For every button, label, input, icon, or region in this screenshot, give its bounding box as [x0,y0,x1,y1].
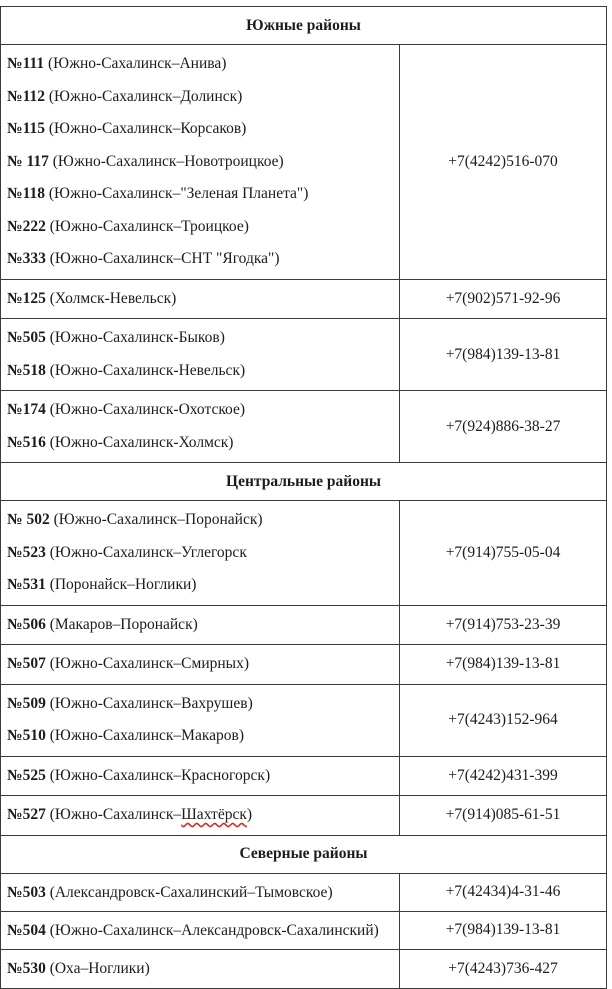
route-line [7,504,395,537]
route-line [7,720,395,753]
route-number: №504 [7,921,46,939]
routes-cell [1,279,400,319]
route-number: №118 [7,185,45,202]
route-group-row [1,645,607,685]
route-name: (Южно-Сахалинск–СНТ "Ягодка") [49,250,280,267]
route-number: №509 [7,694,46,712]
route-number: №531 [7,576,46,593]
phone-number: +7(42434)4-31-46 [400,873,607,911]
route-group-row [1,605,607,645]
route-group-row [1,911,607,949]
route-number: №505 [7,329,46,346]
route-name: (Южно-Сахалинск–Александровск-Сахалинский) [49,921,379,939]
route-line [7,569,395,602]
route-line [7,537,395,570]
phone-number: +7(4242)431-399 [400,756,607,796]
route-number: №112 [7,87,45,105]
route-name: (Южно-Сахалинск-Холмск) [49,433,234,451]
route-number: №507 [7,655,46,672]
phone-number: +7(984)139-13-81 [400,911,607,949]
section-title: Северные районы [1,835,607,873]
route-line [7,648,395,681]
route-name: (Южно-Сахалинск–Макаров) [49,727,244,744]
route-group-row [1,391,607,463]
route-name: (Южно-Сахалинск–Поронайск) [53,511,263,528]
route-name: (Южно-Сахалинск-Быков) [49,329,225,346]
route-group-row [1,501,607,606]
route-name: (Южно-Сахалинск–Корсаков) [48,120,247,137]
phone-number: +7(4243)152-964 [400,684,607,756]
route-line [7,799,395,832]
route-name: (Южно-Сахалинск–Красногорск) [49,766,271,784]
route-name: (Александровск-Сахалинский–Тымовское) [49,883,333,901]
route-line [7,355,395,388]
route-number: №333 [7,250,46,267]
route-number: №525 [7,766,46,784]
route-number: №523 [7,543,46,561]
routes-cell [1,796,400,836]
route-line [7,760,395,793]
route-number: №516 [7,433,46,451]
route-number: №506 [7,615,46,633]
route-group-row [1,319,607,391]
route-number: №527 [7,806,46,823]
phone-number: +7(984)139-13-81 [400,645,607,685]
route-line [7,609,395,642]
phone-number: +7(914)753-23-39 [400,605,607,645]
section-header-row [1,835,607,873]
route-name: (Южно-Сахалинск–Троицкое) [49,217,249,235]
route-line [7,243,395,276]
route-line [7,283,395,316]
route-group-row [1,279,607,319]
route-group-row [1,684,607,756]
route-name: (Южно-Сахалинск–"Зеленая Планета") [48,185,309,202]
routes-cell [1,319,400,391]
route-line [7,211,395,244]
phone-number: +7(902)571-92-96 [400,279,607,319]
route-number: №518 [7,361,46,379]
route-line [7,394,395,427]
route-number: № 502 [7,511,50,528]
section-header-row [1,7,607,45]
route-line [7,113,395,146]
routes-cell [1,911,400,949]
route-number: №503 [7,883,46,901]
route-group-row [1,796,607,836]
phone-number: +7(914)755-05-04 [400,501,607,606]
route-line [7,178,395,211]
bus-routes-table [0,6,606,989]
routes-cell [1,684,400,756]
route-number: №510 [7,727,46,744]
route-line [7,48,395,81]
route-name: (Холмск-Невельск) [49,289,177,307]
route-name: (Южно-Сахалинск– [49,806,182,823]
route-number: №115 [7,120,45,137]
route-group-row [1,45,607,280]
route-group-row [1,756,607,796]
section-title: Южные районы [1,7,607,45]
routes-cell [1,645,400,685]
phone-number: +7(924)886-38-27 [400,391,607,463]
route-name: (Южно-Сахалинск–Вахрушев) [49,694,253,712]
route-name: (Оха–Ноглики) [49,959,150,977]
route-name: (Поронайск–Ноглики) [49,576,197,593]
phone-number: +7(4242)516-070 [400,45,607,280]
route-number: №222 [7,217,46,235]
routes-table-grid [0,6,607,989]
route-line [7,322,395,355]
routes-table-body [1,7,607,989]
phone-number: +7(4243)736-427 [400,949,607,989]
route-group-row [1,873,607,911]
route-name: (Южно-Сахалинск-Невельск) [49,361,246,379]
route-name: (Южно-Сахалинск–Долинск) [48,87,243,105]
route-line [7,688,395,721]
route-number: № 117 [7,152,49,170]
section-title: Центральные районы [1,463,607,501]
route-name: (Южно-Сахалинск–Углегорск [49,543,247,561]
phone-number: +7(914)085-61-51 [400,796,607,836]
route-number: №530 [7,959,46,977]
route-name: (Южно-Сахалинск-Охотское) [49,401,246,418]
routes-cell [1,501,400,606]
route-line [7,915,395,946]
routes-cell [1,605,400,645]
route-line [7,877,395,908]
route-name-tail: ) [246,806,253,823]
routes-cell [1,756,400,796]
route-name-spellcheck-marked: Шахтёрск [181,806,247,823]
routes-cell [1,45,400,280]
route-name: (Южно-Сахалинск–Анива) [48,55,227,72]
phone-number: +7(984)139-13-81 [400,319,607,391]
routes-cell [1,873,400,911]
route-number: №125 [7,289,46,307]
route-line [7,427,395,460]
route-number: №174 [7,401,46,418]
route-name: (Южно-Сахалинск–Смирных) [49,655,249,672]
route-name: (Макаров–Поронайск) [49,615,198,633]
route-number: №111 [7,55,45,72]
route-line [7,146,395,179]
section-header-row [1,463,607,501]
route-name: (Южно-Сахалинск–Новотроицкое) [52,152,284,170]
routes-cell [1,391,400,463]
route-line [7,81,395,114]
